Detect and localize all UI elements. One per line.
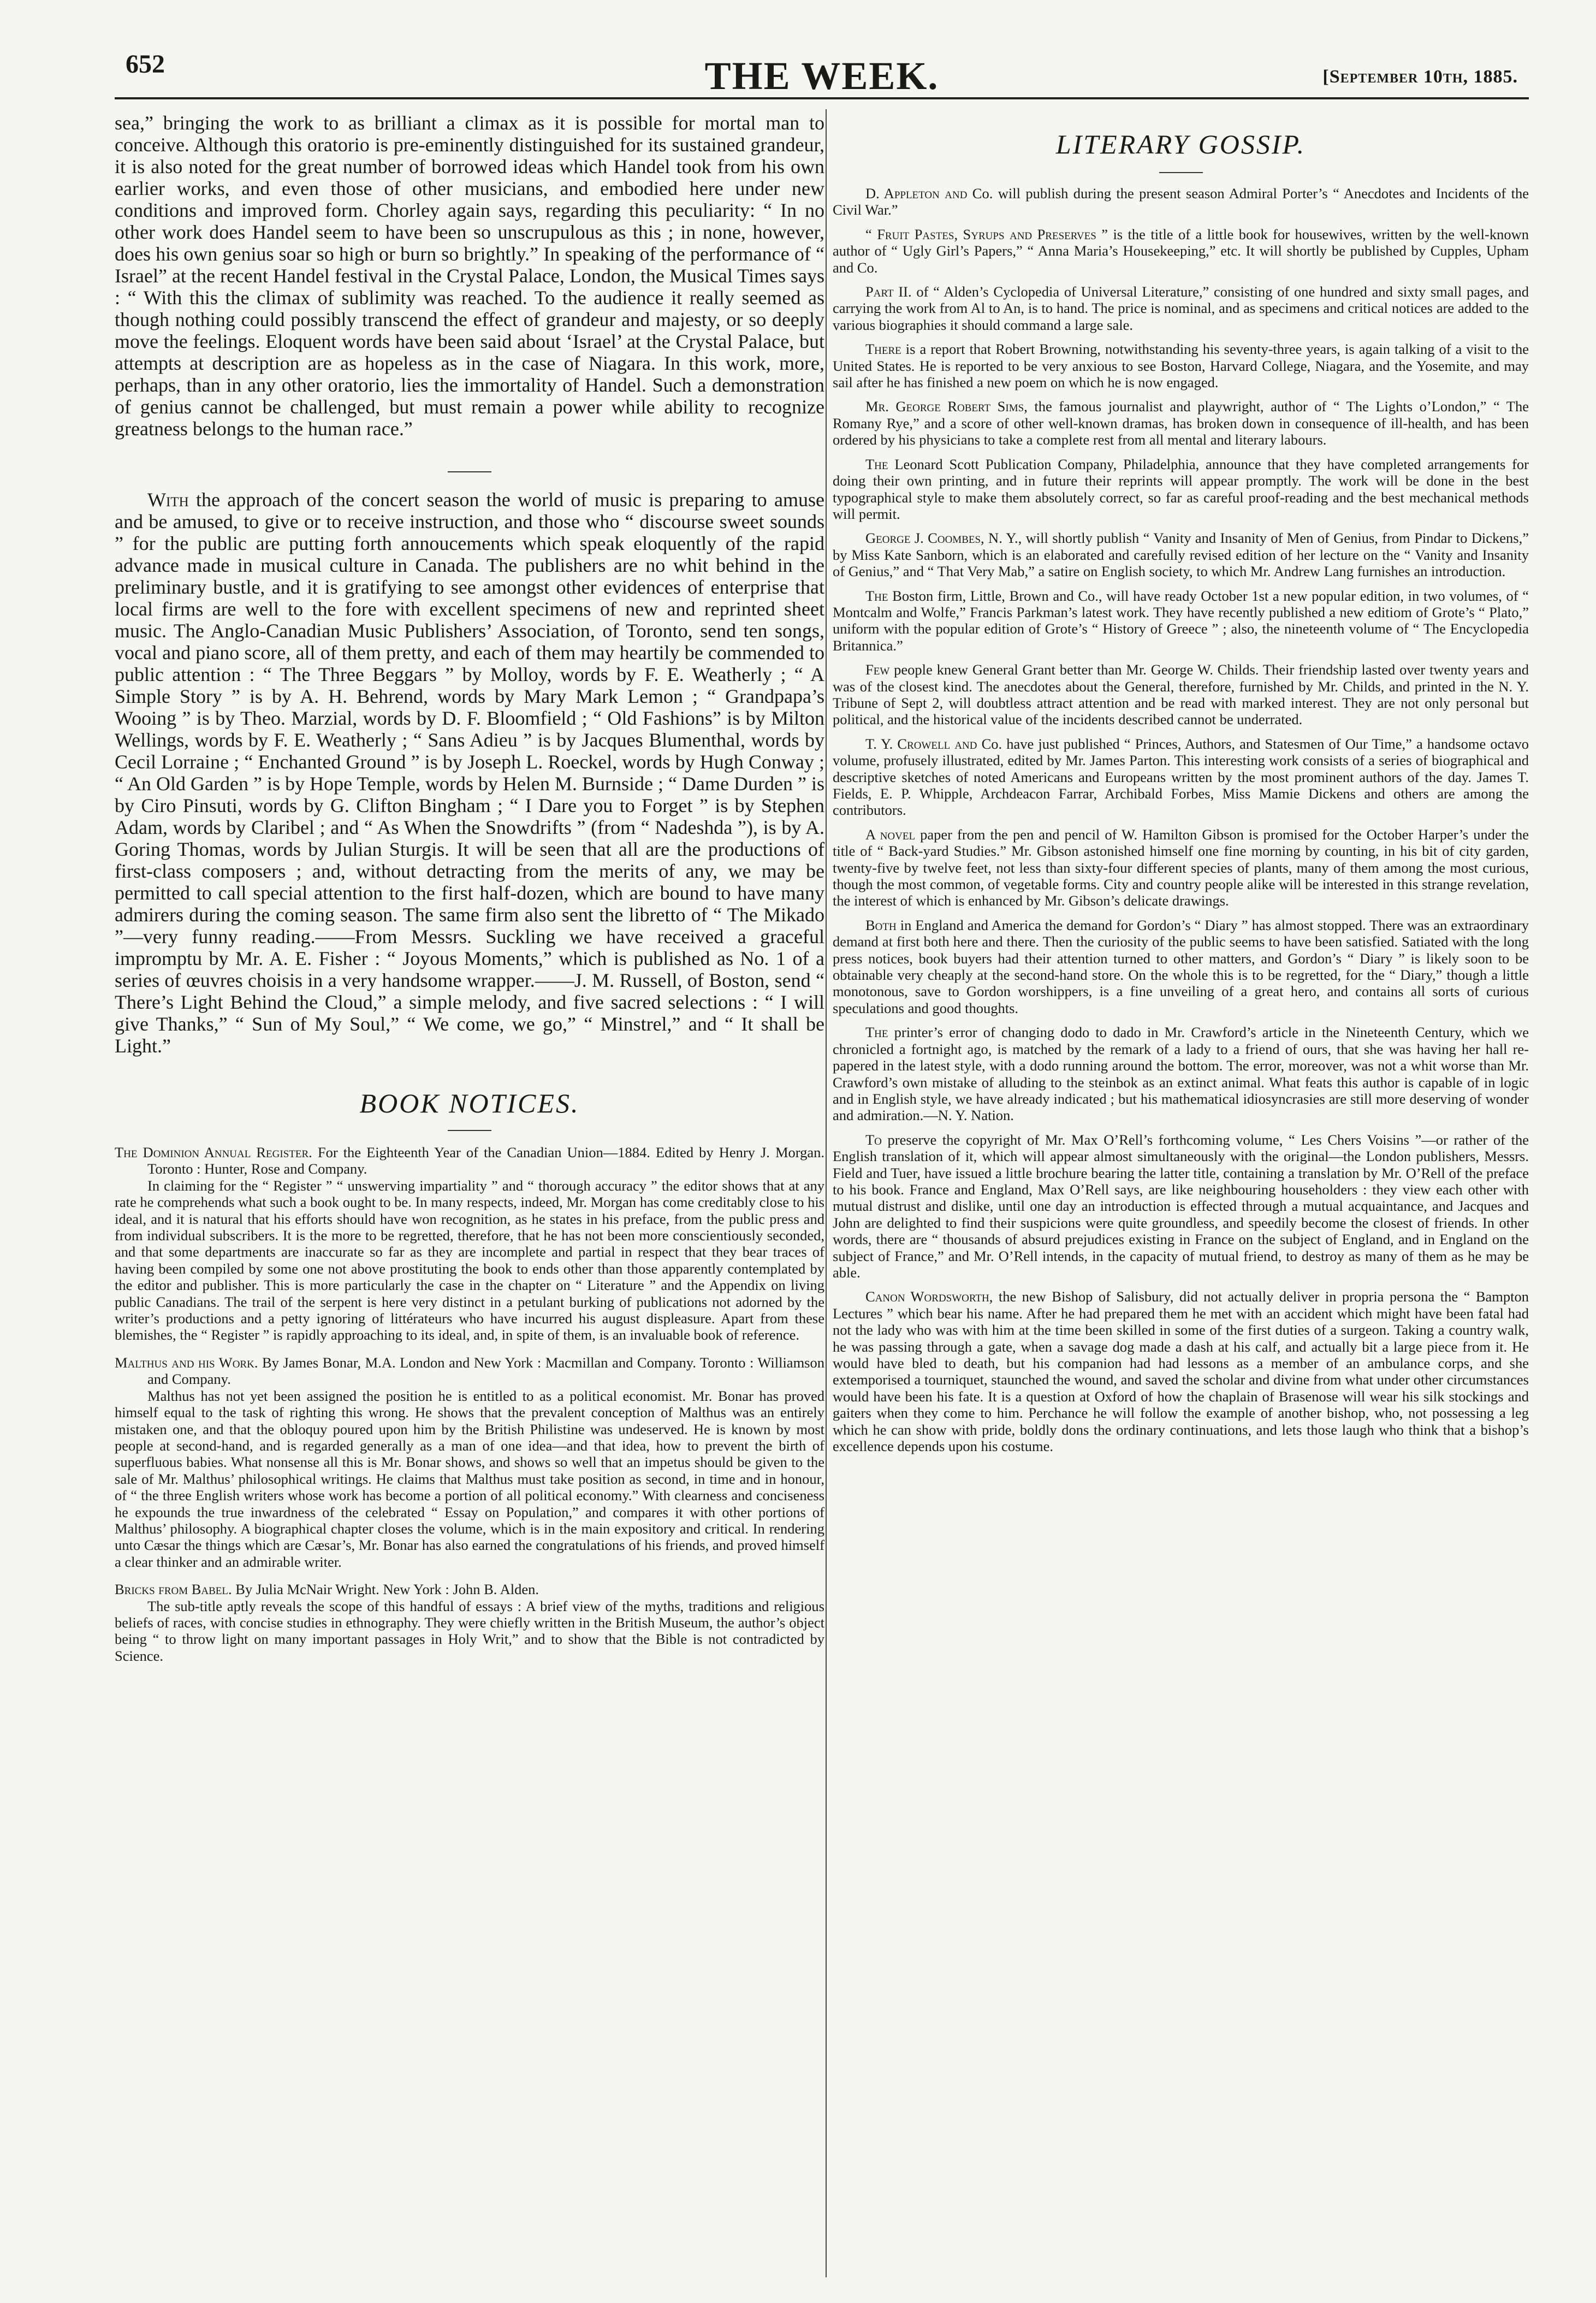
gossip-item [833,398,1529,448]
lead-words: T. Y. Crowell and [865,735,977,752]
book-title: The Dominion Annual Register. [115,1144,312,1161]
lead-words: Both [865,916,897,933]
gossip-item [833,226,1529,276]
article-paragraph: sea,” bringing the work to as brilliant a climax as it is possible for mortal man to conceive. Although this oratorio is pre-eminently distinguished for its sustained grandeur, it is also noted for the great number of borrowed ideas which Handel took from his own earlier works, and even those of other musicians, and embodied here under new conditions and improved form. Chorley again says, regarding this peculiarity: “ In no other work does Handel seem to have been so unscrupulous as this ; in none, however, does his own genius soar so high or burn so brightly.” In speaking of the performance of “ Israel” at the recent Handel festival in the Crystal Palace, London, the Musical Times says : “ With this the climax of sublimity was reached. To the audience it really seemed as though nothing could possibly transcend the effect of grandeur and majesty, or so deeply move the feelings. Eloquent words have been said about ‘Israel’ at the Crystal Palace, but attempts at description are as hopeless as in the case of Niagara. In this work, more, perhaps, than in any other oratorio, lies the immortality of Handel. Such a demonstration of genius cannot be challenged, but must remain a power while ability to recognize greatness belongs to the human race.” [115,112,824,440]
literary-gossip-heading: LITERARY GOSSIP. [1055,129,1306,159]
item-text: the new Bishop of Salisbury, did not actually deliver in propria persona the “ Bampton Lectures ” which bear his name. After he had prepared them he met with an accident which might have been fatal had not the lady who was with him at the time been skilled in some of the first duties of a surgeon. Taking a country walk, he was passing through a gate, when a savage dog made a dash at his calf, and actually bit a large piece from it. He would have bled to death, but his companion had had lessons as a member of an ambulance corps, and she extemporised a tourniquet, staunched the wound, and saved the scholar and divine from what under other circumstances would have been his fate. It is a question at Oxford of how the chaplain of Brasenose will wear his silk stockings and gaiters when they come to him. Perchance he will follow the example of another bishop, who, not possessing a leg which he can show with pride, boldly dons the ordinary continuations, and lets those laugh who think that a bishop’s excellence depends upon his costume. [833,1288,1529,1455]
column-divider [826,109,827,2277]
item-text: Co. have just published “ Princes, Authors, and Statesmen of Our Time,” a handsome octavo volume, profusely illustrated, edited by Mr. James Parton. This interesting work consists of a series of biographical and descriptive sketches of noted Americans and Europeans written by the most prominent authors of the day. James T. Fields, E. P. Whipple, Archdeacon Farrar, Archibald Forbes, Miss Mamie Dickens and others are among the contributors. [833,735,1529,819]
item-text: Co. will publish during the present season Admiral Porter’s “ Anecdotes and Incidents of the Civil War.” [833,185,1529,218]
item-text: printer’s error of changing dodo to dado in Mr. Crawford’s article in the Nineteenth Century, which we chronicled a fortnight ago, is matched by the remark of a lady to a friend of ours, that she was having her hall re-papered in the latest style, with a dodo running around the bottom. The error, moreover, was not a whit worse than Mr. Crawford’s own mistake of alluding to the steinbok as an extinct animal. What feats this author is capable of in logic and in English style, we have already indicated ; but his mathematical idiosyncrasies are still more deserving of wonder and admiration.—N. Y. Nation. [833,1024,1529,1124]
gossip-item [833,661,1529,728]
item-text: paper from the pen and pencil of W. Hamilton Gibson is promised for the October Harper’s under the title of “ Back-yard Studies.” Mr. Gibson astonished himself one fine morning by counting, in his bit of city garden, twenty-five by twelve feet, not less than sixty-four different species of plants, many of them among the most curious, though the most common, of vegetable forms. City and country people alike will be interested in this strange revelation, the interest of which is enhanced by Mr. Gibson’s delicate drawings. [833,826,1529,909]
gossip-item [833,456,1529,523]
gossip-item [833,1132,1529,1281]
lead-words: George J. Coombes, [865,530,984,547]
item-text: is a report that Robert Browning, notwithstanding his seventy-three years, is again talking of a visit to the United States. He is reported to be very anxious to see Boston, Harvard College, Niagara, and the Yosemite, and may sail after he has finished a new poem on which he is now engaged. [833,341,1529,391]
book-notice-body: Malthus has not yet been assigned the position he is entitled to as a political economist. Mr. Bonar has proved himself equal to the task of righting this wrong. He shows that the prevalent conception of Malthus was an entirely mistaken one, and that the obloquy poured upon him by the British Philistine was undeserved. He is known by most people at second-hand, and is regarded generally as a man of one idea—and that idea, how to prevent the birth of superfluous babies. What nonsense all this is Mr. Bonar shows, and shows so well that an impetus should be given to the sale of Mr. Malthus’ philosophical writings. He claims that Malthus must take position as second, in time and in honour, of “ the three English writers whose work has become a portion of all political economy.” With clearness and conciseness he expounds the true inwardness of the celebrated “ Essay on Population,” and compares it with other portions of Malthus’ philosophy. A biographical chapter closes the volume, which is in the main expository and critical. In rendering unto Cæsar the things which are Cæsar’s, Mr. Bonar has also earned the congratulations of his friends, and proved himself a clear thinker and an admirable writer. [115,1387,824,1570]
lead-words: Canon Wordsworth, [865,1288,993,1305]
lead-words: There [865,341,901,358]
gossip-item [833,826,1529,909]
book-imprint: By James Bonar, M.A. London and New York : Macmillan and Company. Toronto : Williamson and Company. [147,1354,824,1388]
book-notice-body: The sub-title aptly reveals the scope of this handful of essays : A brief view of the myths, traditions and religious beliefs of races, with concise studies in ethnography. They were chiefly written in the British Museum, the author’s object being “ to throw light on many important passages in Holy Writ,” and to show that the Bible is not contradicted by Science. [115,1597,824,1664]
book-imprint: By Julia McNair Wright. New York : John B. Alden. [232,1581,539,1598]
book-imprint: For the Eighteenth Year of the Canadian Union—1884. Edited by Henry J. Morgan. Toronto : Hunter, Rose and Company. [147,1144,824,1177]
book-title: Bricks from Babel. [115,1581,232,1598]
gossip-item [833,341,1529,390]
book-notice-title [115,1581,824,1597]
header-rule [115,97,1529,99]
gossip-item [833,185,1529,218]
item-text: ” is the title of a little book for housewives, written by the well-known author of “ Ugly Girl’s Papers,” “ Anna Maria’s Housekeeping,” etc. It will shortly be published by Cupples, Upham and Co. [833,226,1529,276]
gossip-item [833,283,1529,333]
item-text: II. of “ Alden’s Cyclopedia of Universal Literature,” consisting of one hundred and sixty small pages, and carrying the work from Al to An, is to hand. The price is nominal, and as specimens and critical notices are added to the various biographies it should command a large sale. [833,283,1529,333]
item-text: Leonard Scott Publication Company, Philadelphia, announce that they have completed arrangements for doing their own printing, and in future their reprints will appear promptly. The work will be done in the best typographical style to make them absolutely correct, so far as careful proof-reading and the best mechanical methods will permit. [833,455,1529,522]
masthead [115,44,1529,104]
gossip-item [833,588,1529,654]
item-text: the famous journalist and playwright, author of “ The Lights o’London,” “ The Romany Rye,” and a score of other well-known dramas, has broken down in consequence of ill-health, and has been ordered by his physicians to take a complete rest from all mental and literary labours. [833,398,1529,448]
lead-words: The [865,455,888,472]
book-notice-body: In claiming for the “ Register ” “ unswerving impartiality ” and “ thorough accuracy ” the editor shows that at any rate he comprehends what such a book ought to be. In many respects, indeed, Mr. Morgan has come creditably close to his ideal, and it is natural that his efforts should have won recognition, as he states in his preface, from the public press and from individual subscribers. It is the more to be regretted, therefore, that he has not been more conscientiously seconded, and that some departments are inaccurate so far as they are incomplete and partial in respect that they bear traces of having been compiled by some one not above prostituting the book to ends other than those apparently contemplated by the editor and publisher. This is more particularly the case in the chapter on “ Literature ” and the Appendix on living public Canadians. The trail of the serpent is here very distinct in a petulant burking of publications not adorned by the writer’s productions and a petty ignoring of littérateurs who have incurred his august displeasure. Apart from these blemishes, the “ Register ” is rapidly approaching to its ideal, and, in spite of them, is an invaluable book of reference. [115,1177,824,1343]
gossip-item [833,1288,1529,1454]
lead-words: D. Appleton and [865,185,968,202]
item-text: Boston firm, Little, Brown and Co., will have ready October 1st a new popular edition, in two volumes, of “ Montcalm and Wolfe,” Francis Parkman’s latest work. They have recently published a new editiom of Grote’s “ Plato,” uniform with the popular edition of Grote’s “ History of Greece ” ; also, the nineteenth volume of “ The Encyclopedia Britannica.” [833,587,1529,654]
paragraph-text: the approach of the concert season the world of music is preparing to amuse and be amused, to give or to receive instruction, and those who “ discourse sweet sounds ” for the public are putting forth annoucements which speak eloquently of the rapid advance made in musical culture in Canada. The publishers are no whit behind in the preliminary bustle, and it is gratifying to see amongst other evidences of enterprise that local firms are well to the fore with excellent specimens of new and reprinted sheet music. The Anglo-Canadian Music Publishers’ Association, of Toronto, send ten songs, vocal and piano score, all of them pretty, and each of them may heartily be commended to public attention : “ The Three Beggars ” by Molloy, words by F. E. Weatherly ; “ A Simple Story ” is by A. H. Behrend, words by Mary Mark Lemon ; “ Grandpapa’s Wooing ” is by Theo. Marzial, words by D. F. Bloomfield ; “ Old Fashions” is by Milton Wellings, words by F. E. Weatherly ; “ Sans Adieu ” is by Jacques Blumenthal, words by Cecil Lorraine ; “ Enchanted Ground ” is by Joseph L. Roeckel, words by Hugh Conway ; “ An Old Garden ” is by Hope Temple, words by Helen M. Burnside ; “ Dame Durden ” is by Ciro Pinsuti, words by G. Clifton Bingham ; “ I Dare you to Forget ” is by Stephen Adam, words by Claribel ; and “ As When the Snowdrifts ” (from “ Nadeshda ”), is by A. Goring Thomas, words by Julian Sturgis. It will be seen that all are the productions of first-class composers ; and, without detracting from the merits of any, we may be permitted to call special attention to the first half-dozen, which are bound to have many admirers during the coming season. The same firm also sent the libretto of “ The Mikado ”—very funny reading.——From Messrs. Suckling we have received a graceful impromptu by Mr. A. E. Fisher : “ Joyous Moments,” which is published as No. 1 of a series of œuvres choisis in a very handsome wrapper.——J. M. Russell, of Boston, send “ There’s Light Behind the Cloud,” a simple melody, and five sacred selections : “ I will give Thanks,” “ Sun of My Soul,” “ We come, we go,” “ Minstrel,” and “ It shall be Light.” [115,489,824,1057]
gossip-item [833,530,1529,579]
item-text: preserve the copyright of Mr. Max O’Rell’s forthcoming volume, “ Les Chers Voisins ”—or rather of the English translation of it, which will appear almost simultaneously with the original—the London publishers, Messrs. Field and Tuer, have issued a little brochure bearing the latter title, containing a translation by Mr. O’Rell of the preface to his book. France and England, Max O’Rell says, are like neighbouring householders : they view each other with mutual distrust and dislike, until one day an introduction is effected through a mutual acquaintance, and Jacques and John are delighted to find their suspicions were quite groundless, and speedily become the closest of friends. In other words, there are “ thousands of absurd prejudices existing in France on the subject of England, and in England on the subject of France,” and Mr. O’Rell intends, in the capacity of mutual friend, to destroy as many of them as he may be able. [833,1131,1529,1281]
page-number: 652 [126,50,165,79]
gossip-item [833,736,1529,819]
item-text: in England and America the demand for Gordon’s “ Diary ” has almost stopped. There was an extraordinary demand at first both here and there. Then the curiosity of the public seems to have been satisfied. Satiated with the long press notices, book buyers had their attention turned to other matters, and Gordon’s “ Diary ” is likely soon to be obtainable very cheaply at the second-hand store. On the whole this is to be regretted, for the “ Diary,” though a little monotonous, save to Gordon worshippers, is a fine unveiling of a great hero, and contains all sorts of curious speculations and good thoughts. [833,916,1529,1016]
publication-title: THE WEEK. [704,54,939,98]
item-text: N. Y., will shortly publish “ Vanity and Insanity of Men of Genius, from Pindar to Dickens,” by Miss Kate Sanborn, which is an elaborated and carefully revised edition of her lecture on the “ Vanity and Insanity of Genius,” and “ That Very Mab,” a satire on English society, to which Mr. Andrew Lang furnishes an introduction. [833,530,1529,580]
lead-words: The [865,587,888,604]
book-notice-title [115,1354,824,1388]
book-title: Malthus and his Work. [115,1354,258,1371]
issue-date: [September 10th, 1885. [1322,67,1518,87]
book-notices-heading: BOOK NOTICES. [359,1088,580,1118]
lead-words: To [865,1131,882,1148]
lead-words: Few [865,661,890,678]
lead-words: The [865,1024,888,1041]
lead-words: A novel [865,826,916,843]
lead-word: With [147,489,189,511]
gossip-item [833,1024,1529,1123]
lead-words: Part [865,283,894,300]
gossip-item [833,917,1529,1016]
right-column [833,112,1529,1454]
lead-words: Mr. George Robert Sims, [865,398,1028,415]
article-paragraph [115,489,824,1057]
book-notice-title [115,1144,824,1177]
left-column [115,112,824,1664]
lead-words: “ Fruit Pastes, Syrups and Preserves [865,226,1096,242]
item-text: people knew General Grant better than Mr. George W. Childs. Their friendship lasted over twenty years and was of the closest kind. The anecdotes about the General, therefore, furnished by Mr. Childs, and printed in the N. Y. Tribune of Sept 2, will doubtless attract attention and be read with marked interest. They are not only personal but political, and the historical value of the incidents described cannot be underrated. [833,661,1529,728]
